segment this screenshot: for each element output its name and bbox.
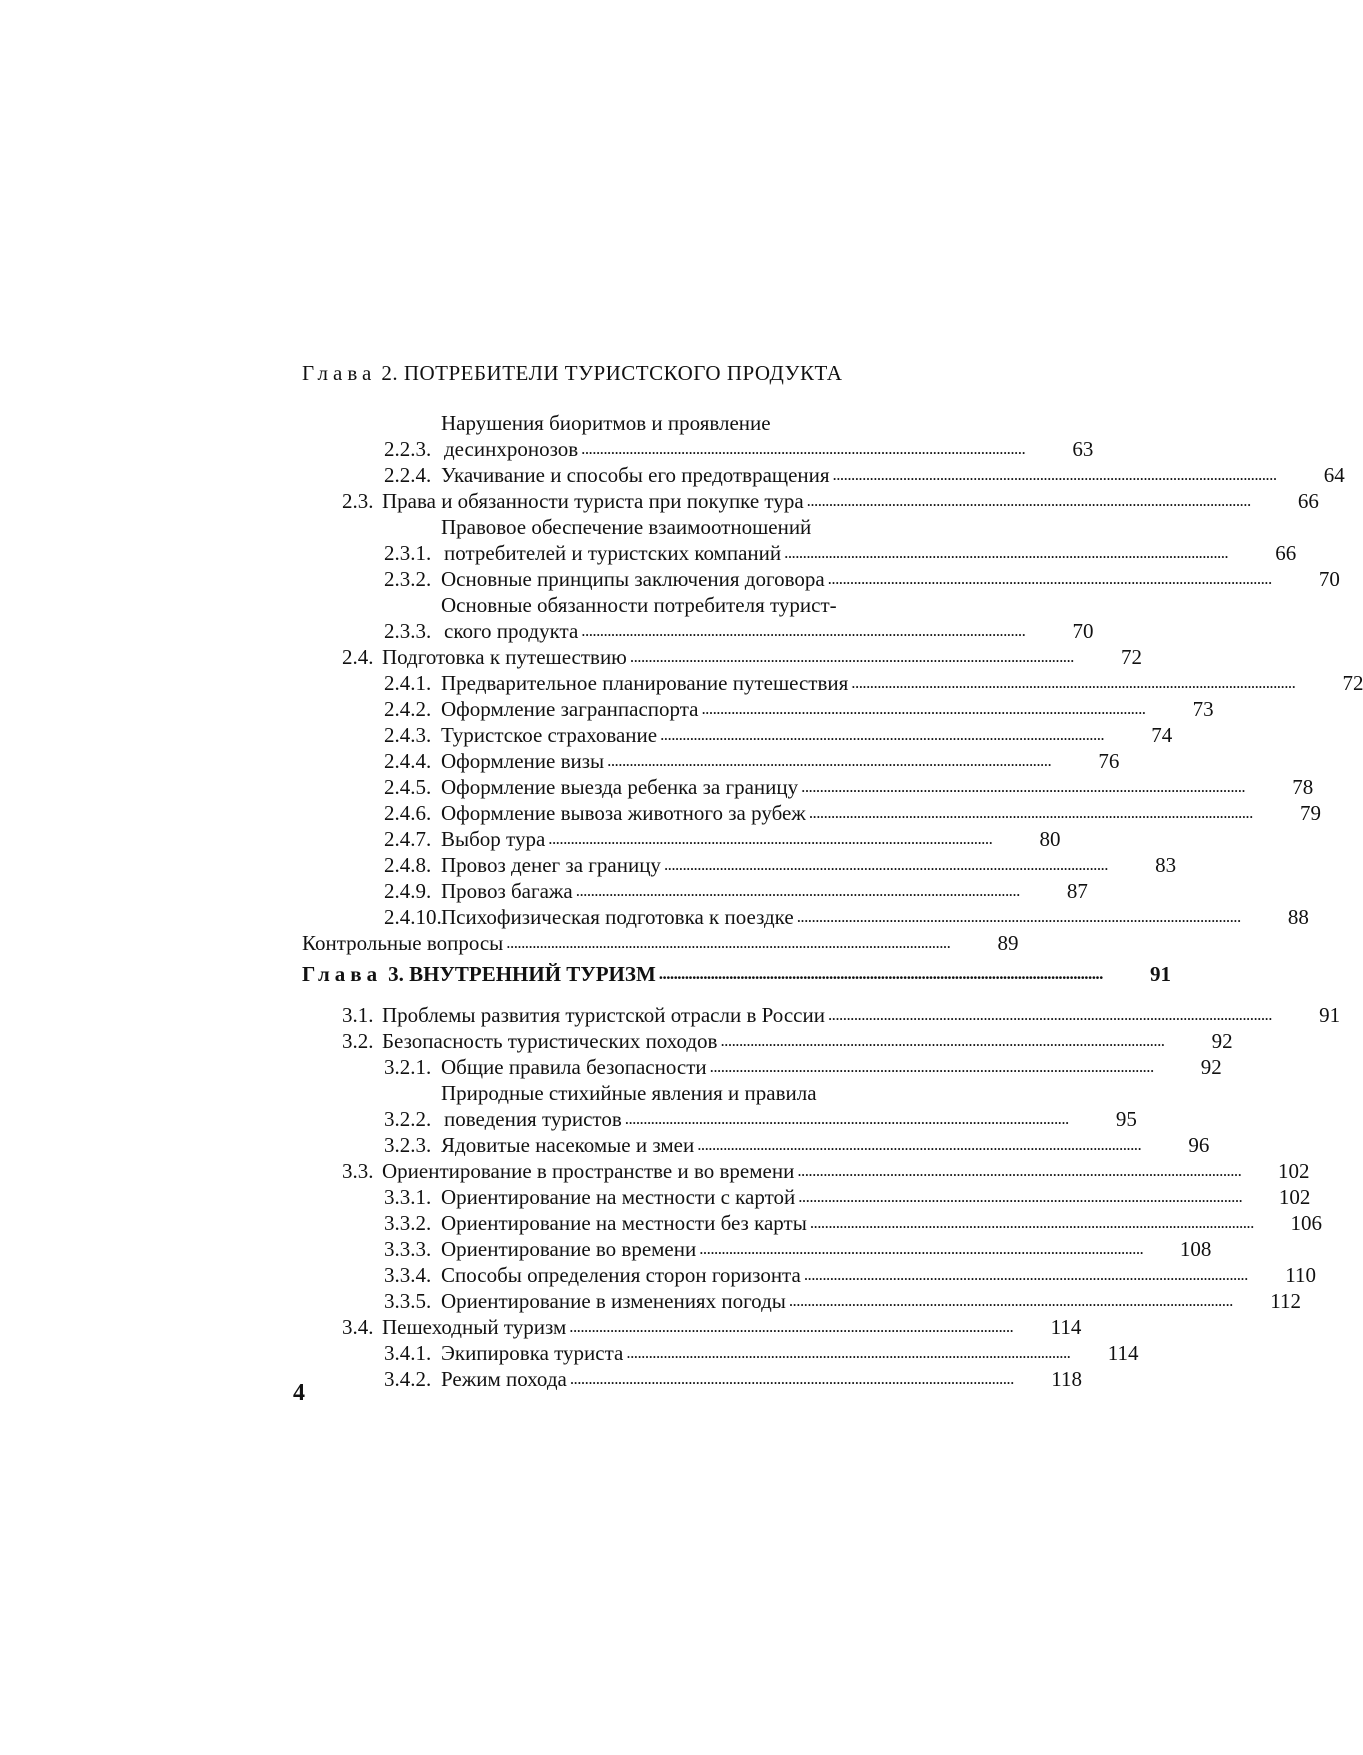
section-number: 2.3.1.	[384, 541, 432, 565]
section-number: 2.2.3.	[384, 437, 432, 461]
page-ref: 66	[1275, 541, 1297, 565]
dot-leader	[797, 904, 1239, 930]
dot-leader	[807, 488, 1249, 514]
toc-entry[interactable]	[302, 774, 1314, 800]
page-ref: 78	[1292, 775, 1314, 799]
section-title: Основные принципы заключения договора	[441, 567, 825, 591]
dot-leader	[660, 722, 1102, 748]
section-number: 3.1.	[342, 1003, 374, 1027]
dot-leader	[810, 1210, 1252, 1236]
page-ref: 80	[1039, 827, 1061, 851]
chapter-2-title: 2. ПОТРЕБИТЕЛИ ТУРИСТСКОГО ПРОДУКТА	[381, 361, 843, 385]
dot-leader	[581, 618, 1023, 644]
section-number: 3.2.2.	[384, 1107, 432, 1131]
section-number: 2.4.10.	[384, 905, 442, 929]
page-ref: 76	[1098, 749, 1120, 773]
toc-entry[interactable]	[302, 1132, 1210, 1158]
section-number: 3.3.1.	[384, 1185, 432, 1209]
page-number: 4	[293, 1380, 305, 1406]
dot-leader	[789, 1288, 1231, 1314]
dot-leader	[625, 1106, 1067, 1132]
dot-leader	[710, 1054, 1152, 1080]
dot-leader	[804, 1262, 1246, 1288]
section-title: Пешеходный туризм	[382, 1315, 567, 1339]
chapter-2-label: Глава	[302, 361, 377, 385]
page-ref: 63	[1072, 437, 1094, 461]
table-of-contents	[302, 360, 1363, 1392]
page-ref: 72	[1342, 671, 1363, 695]
section-title: Способы определения сторон горизонта	[441, 1263, 801, 1287]
page-ref: 92	[1200, 1055, 1222, 1079]
dot-leader	[664, 852, 1106, 878]
dot-leader	[630, 644, 1072, 670]
page-ref: 106	[1290, 1211, 1322, 1235]
section-number: 3.2.3.	[384, 1133, 432, 1157]
page-ref: 102	[1278, 1185, 1311, 1209]
toc-entry[interactable]	[302, 1002, 1341, 1028]
section-title: Ориентирование во времени	[441, 1237, 697, 1261]
section-number: 2.4.7.	[384, 827, 432, 851]
toc-entry[interactable]	[302, 462, 1345, 488]
chapter-3-heading[interactable]	[302, 961, 1171, 998]
page-ref: 96	[1188, 1133, 1210, 1157]
section-number: 3.3.	[342, 1159, 374, 1183]
section-title-line1: Нарушения биоритмов и проявление	[441, 411, 771, 435]
page-ref: 91	[1319, 1003, 1341, 1027]
chapter-3-label: Глава	[302, 962, 383, 986]
section-title: Ориентирование на местности с картой	[441, 1185, 796, 1209]
page-ref: 64	[1323, 463, 1345, 487]
page-ref: 72	[1121, 645, 1143, 669]
page-ref: 92	[1211, 1029, 1233, 1053]
dot-leader	[581, 436, 1023, 462]
dot-leader	[548, 826, 990, 852]
section-number: 3.2.	[342, 1029, 374, 1053]
section-title: Оформление вывоза животного за рубеж	[441, 801, 806, 825]
section-title: Безопасность туристических походов	[382, 1029, 718, 1053]
section-title: Права и обязанности туриста при покупке тура	[382, 489, 804, 513]
section-number: 2.4.8.	[384, 853, 432, 877]
section-number: 3.3.2.	[384, 1211, 432, 1235]
section-title: Туристское страхование	[441, 723, 658, 747]
toc-entry[interactable]	[302, 514, 1297, 566]
page-ref: 114	[1050, 1315, 1082, 1339]
toc-entry[interactable]	[302, 852, 1177, 878]
toc-entry[interactable]	[302, 592, 1094, 644]
section-number: 2.4.1.	[384, 671, 432, 695]
toc-entry[interactable]	[302, 826, 1061, 852]
toc-entry[interactable]	[302, 1262, 1316, 1288]
dot-leader	[801, 774, 1243, 800]
page-ref: 102	[1277, 1159, 1310, 1183]
section-number: 3.4.	[342, 1315, 374, 1339]
chapter-3-entries	[302, 1002, 1341, 1392]
section-number: 3.4.2.	[384, 1367, 432, 1391]
toc-entry[interactable]	[302, 1288, 1302, 1314]
toc-entry[interactable]	[302, 644, 1143, 670]
section-number: 2.2.4.	[384, 463, 432, 487]
dot-leader	[701, 696, 1143, 722]
dot-leader	[798, 1184, 1240, 1210]
dot-leader	[828, 566, 1270, 592]
dot-leader	[570, 1366, 1012, 1392]
dot-leader	[569, 1314, 1011, 1340]
toc-entry[interactable]	[302, 1184, 1311, 1210]
section-title: Укачивание и способы его предотвращения	[441, 463, 830, 487]
toc-entry[interactable]	[302, 930, 1019, 956]
section-number: 2.4.4.	[384, 749, 432, 773]
section-title: Общие правила безопасности	[441, 1055, 707, 1079]
section-title: Ориентирование в изменениях погоды	[441, 1289, 786, 1313]
toc-entry[interactable]	[302, 670, 1363, 696]
section-title: Подготовка к путешествию	[382, 645, 627, 669]
section-number: 3.3.3.	[384, 1237, 432, 1261]
section-title-line1: Природные стихийные явления и правила	[441, 1081, 817, 1105]
toc-entry[interactable]	[302, 1340, 1139, 1366]
toc-entry[interactable]	[302, 696, 1214, 722]
chapter-2-entries	[302, 410, 1363, 956]
page-ref: 87	[1066, 879, 1088, 903]
page-ref: 89	[997, 931, 1019, 955]
dot-leader	[506, 930, 948, 956]
toc-entry[interactable]	[302, 722, 1173, 748]
toc-entry[interactable]	[302, 1158, 1310, 1184]
section-title: десинхронозов	[444, 437, 579, 461]
section-title: поведения туристов	[444, 1107, 622, 1131]
dot-leader	[697, 1132, 1139, 1158]
page-ref: 73	[1192, 697, 1214, 721]
section-title: Психофизическая подготовка к поездке	[441, 905, 794, 929]
page-ref: 108	[1179, 1237, 1212, 1261]
dot-leader	[828, 1002, 1270, 1028]
section-title: Контрольные вопросы	[302, 931, 504, 955]
toc-entry[interactable]	[302, 1236, 1212, 1262]
section-title: Провоз багажа	[441, 879, 573, 903]
section-number: 2.4.3.	[384, 723, 432, 747]
page-ref: 79	[1299, 801, 1321, 825]
section-title: Провоз денег за границу	[441, 853, 661, 877]
section-title: Предварительное планирование путешествия	[441, 671, 849, 695]
section-title: Ориентирование на местности без карты	[441, 1211, 807, 1235]
dot-leader	[809, 800, 1251, 826]
toc-entry[interactable]	[302, 1054, 1222, 1080]
section-title: Ориентирование в пространстве и во времени	[382, 1159, 795, 1183]
toc-entry[interactable]	[302, 410, 1094, 462]
page-ref: 74	[1151, 723, 1173, 747]
page-ref: 118	[1051, 1367, 1082, 1391]
toc-entry[interactable]	[302, 566, 1340, 592]
page-ref: 70	[1318, 567, 1340, 591]
section-title: Оформление выезда ребенка за границу	[441, 775, 799, 799]
page-ref: 112	[1270, 1289, 1302, 1313]
section-title: Экипировка туриста	[441, 1341, 624, 1365]
page-ref: 114	[1107, 1341, 1139, 1365]
page-ref: 88	[1287, 905, 1309, 929]
section-number: 2.4.5.	[384, 775, 432, 799]
section-number: 2.4.9.	[384, 879, 432, 903]
dot-leader	[659, 961, 1101, 987]
chapter-2-heading	[302, 360, 964, 410]
section-number: 2.4.	[342, 645, 374, 669]
section-title-line1: Основные обязанности потребителя турист-	[441, 593, 837, 617]
section-title: потребителей и туристских компаний	[444, 541, 782, 565]
dot-leader	[720, 1028, 1162, 1054]
toc-entry[interactable]	[302, 904, 1309, 930]
toc-entry[interactable]	[302, 488, 1319, 514]
dot-leader	[851, 670, 1293, 696]
page-ref: 66	[1297, 489, 1319, 513]
toc-entry[interactable]	[302, 1028, 1233, 1054]
section-title: Выбор тура	[441, 827, 546, 851]
section-number: 3.3.4.	[384, 1263, 432, 1287]
toc-entry[interactable]	[302, 1366, 1082, 1392]
section-title: Режим похода	[441, 1367, 567, 1391]
toc-entry[interactable]	[302, 1314, 1082, 1340]
page-ref: 95	[1115, 1107, 1137, 1131]
dot-leader	[576, 878, 1018, 904]
page-ref: 110	[1285, 1263, 1316, 1287]
dot-leader	[626, 1340, 1068, 1366]
section-title-line1: Правовое обеспечение взаимоотношений	[441, 515, 812, 539]
section-title: Оформление визы	[441, 749, 605, 773]
dot-leader	[833, 462, 1275, 488]
section-title: Оформление загранпаспорта	[441, 697, 699, 721]
toc-entry[interactable]	[302, 878, 1088, 904]
toc-entry[interactable]	[302, 1080, 1137, 1132]
dot-leader	[797, 1158, 1239, 1184]
section-title: ского продукта	[444, 619, 579, 643]
page-ref: 83	[1155, 853, 1177, 877]
dot-leader	[784, 540, 1226, 566]
section-number: 2.3.2.	[384, 567, 432, 591]
toc-entry[interactable]	[302, 1210, 1322, 1236]
dot-leader	[699, 1236, 1141, 1262]
section-number: 2.3.	[342, 489, 374, 513]
page-ref: 70	[1072, 619, 1094, 643]
dot-leader	[607, 748, 1049, 774]
toc-entry[interactable]	[302, 800, 1321, 826]
chapter-3-page: 91	[1149, 962, 1171, 986]
section-number: 2.4.2.	[384, 697, 432, 721]
chapter-3-title: 3. ВНУТРЕННИЙ ТУРИЗМ	[388, 962, 656, 986]
section-number: 2.4.6.	[384, 801, 432, 825]
section-number: 3.3.5.	[384, 1289, 432, 1313]
toc-entry[interactable]	[302, 748, 1120, 774]
section-number: 3.4.1.	[384, 1341, 432, 1365]
section-number: 3.2.1.	[384, 1055, 432, 1079]
section-title: Ядовитые насекомые и змеи	[441, 1133, 695, 1157]
section-title: Проблемы развития туристской отрасли в России	[382, 1003, 825, 1027]
section-number: 2.3.3.	[384, 619, 432, 643]
